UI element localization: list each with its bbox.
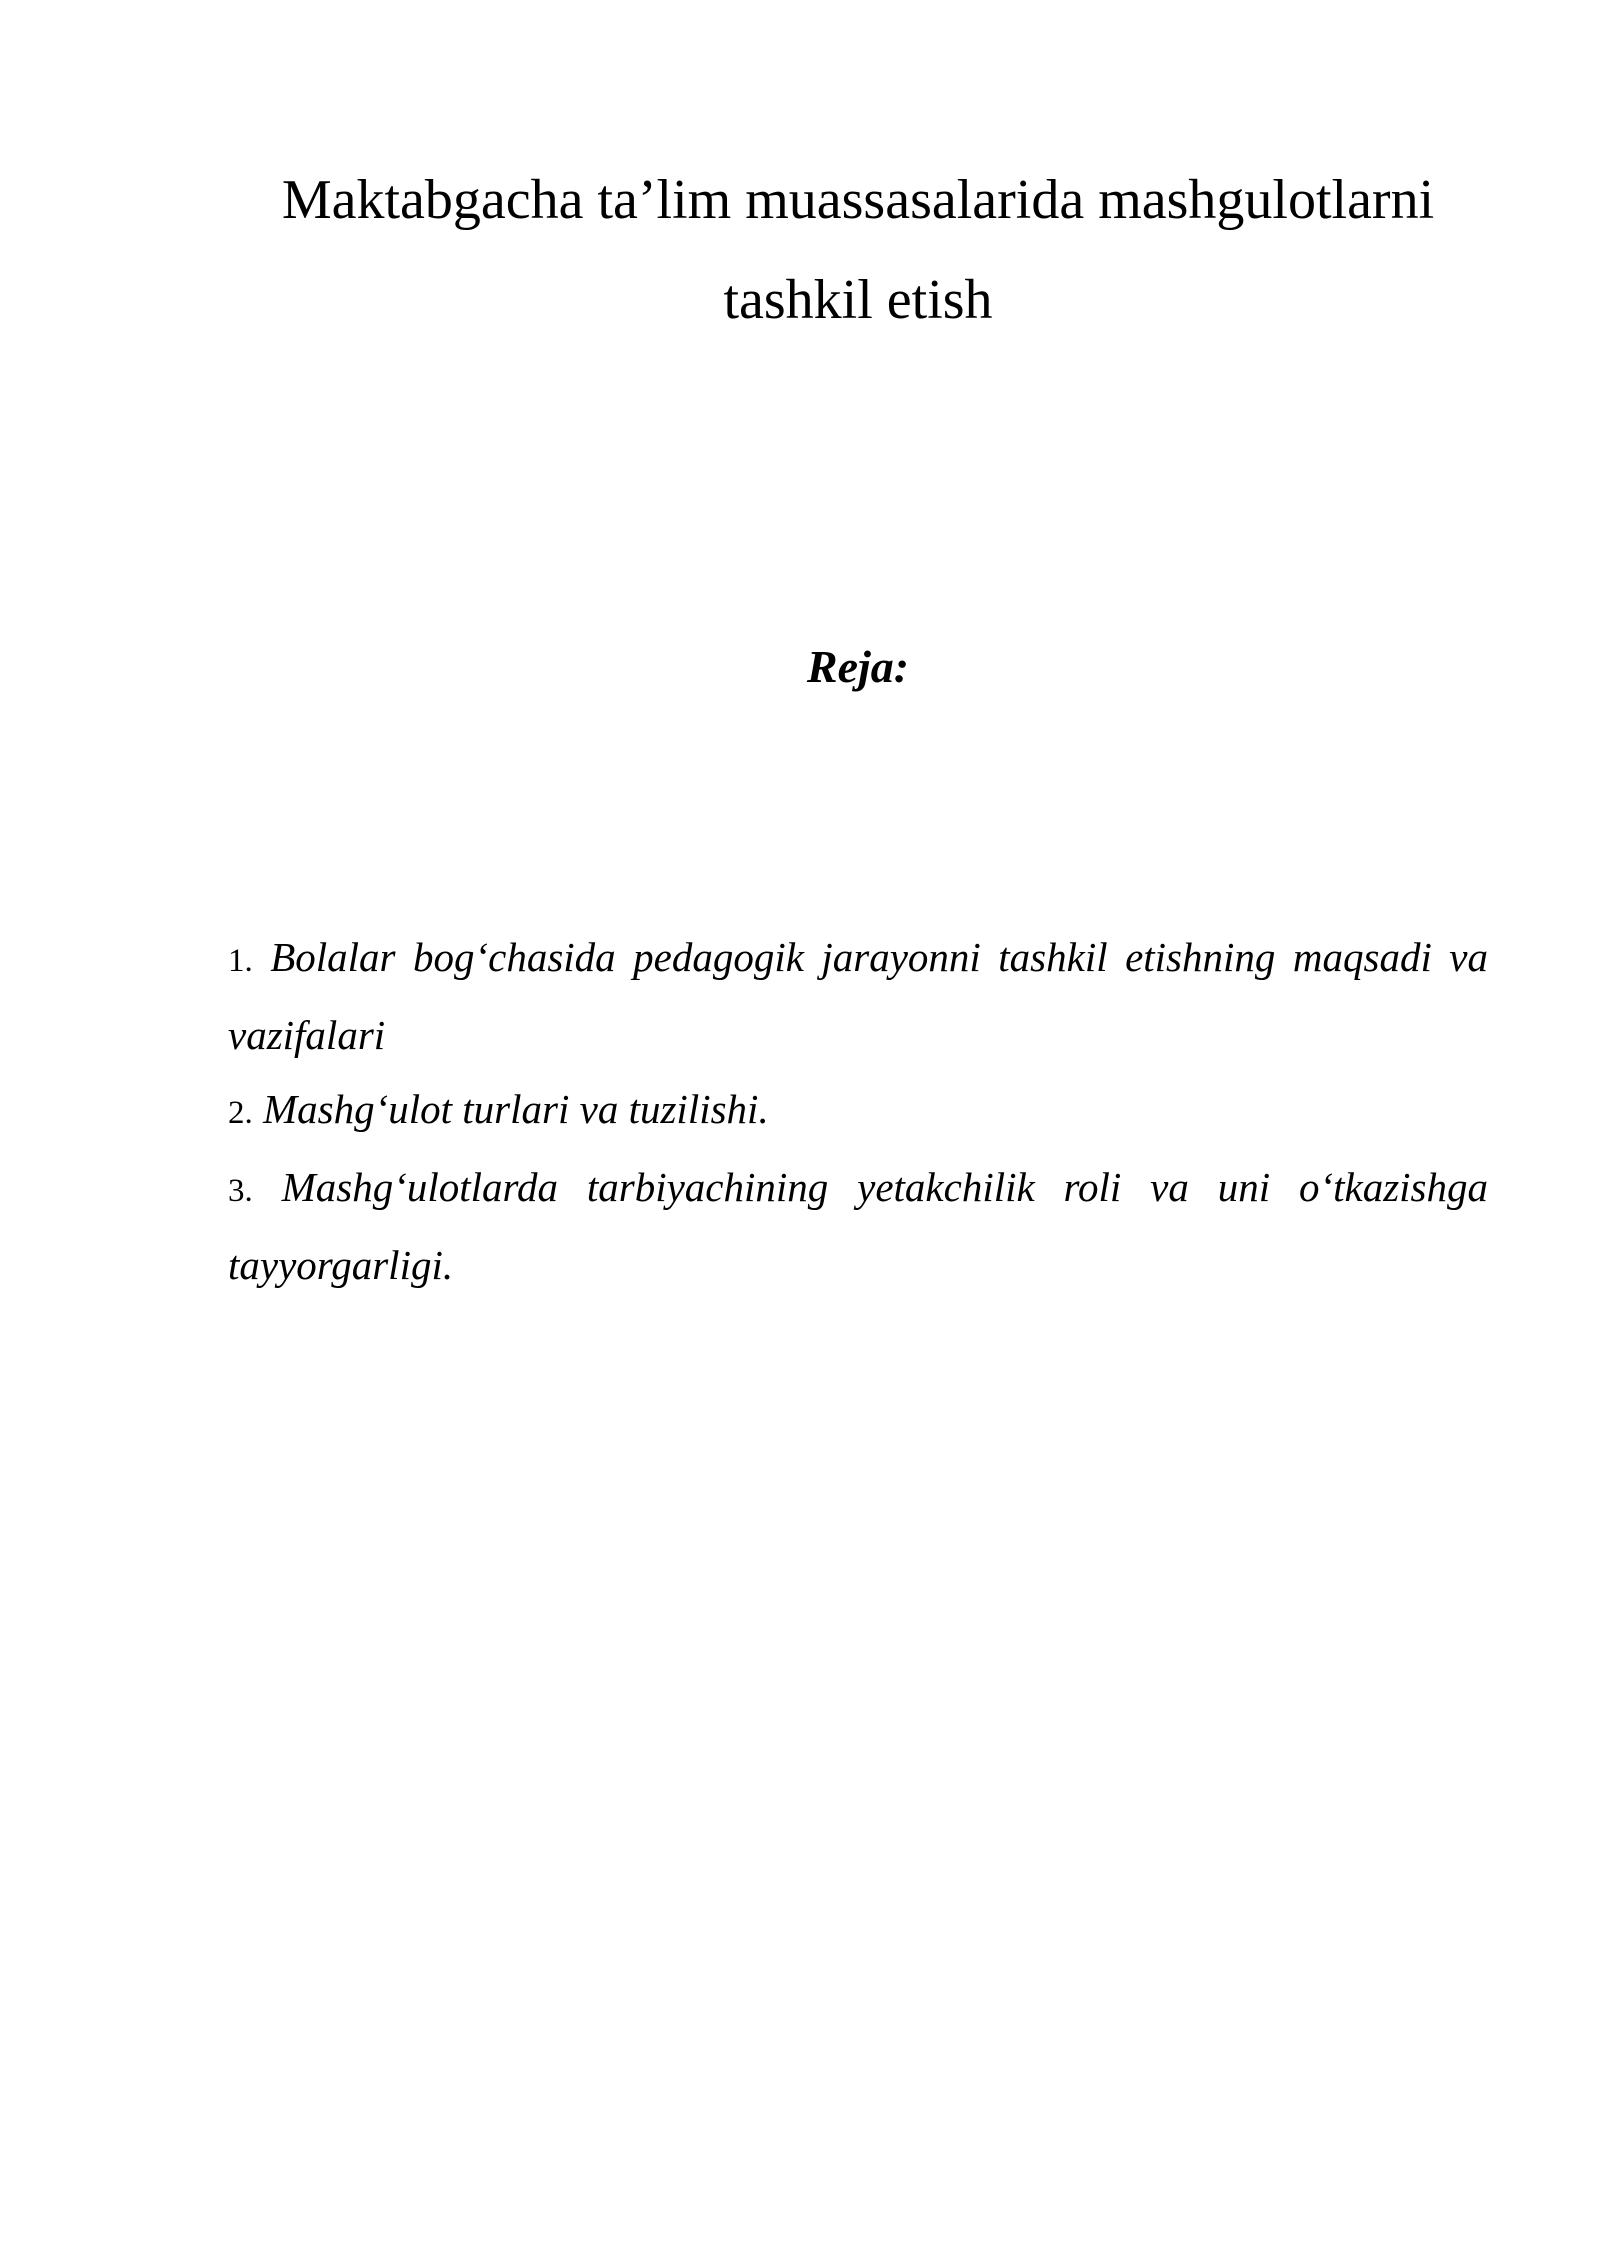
plan-item-text: Mashg‘ulot turlari va tuzilishi. — [263, 1086, 769, 1132]
plan-heading: Reja: — [806, 641, 910, 692]
plan-item — [228, 1072, 1488, 1150]
plan-item — [228, 1150, 1488, 1302]
document-title — [228, 150, 1488, 350]
title-line-1: Maktabgacha ta’lim muassasalarida mashgulotlarni — [281, 169, 1435, 231]
plan-item-text: Bolalar bog‘chasida pedagogik jarayonni tashkil etishning maqsadi va vazifalari — [228, 934, 1488, 1058]
plan-item-number: 3. — [228, 1173, 253, 1209]
plan-item — [228, 920, 1488, 1072]
plan-item-number: 1. — [228, 943, 253, 979]
plan-item-text: Mashg‘ulotlarda tarbiyachining yetakchilik roli va uni o‘tkazishga tayyorgarligi. — [228, 1164, 1488, 1288]
plan-item-number: 2. — [228, 1095, 253, 1131]
plan-list — [228, 920, 1488, 1302]
title-line-2: tashkil etish — [723, 269, 993, 331]
